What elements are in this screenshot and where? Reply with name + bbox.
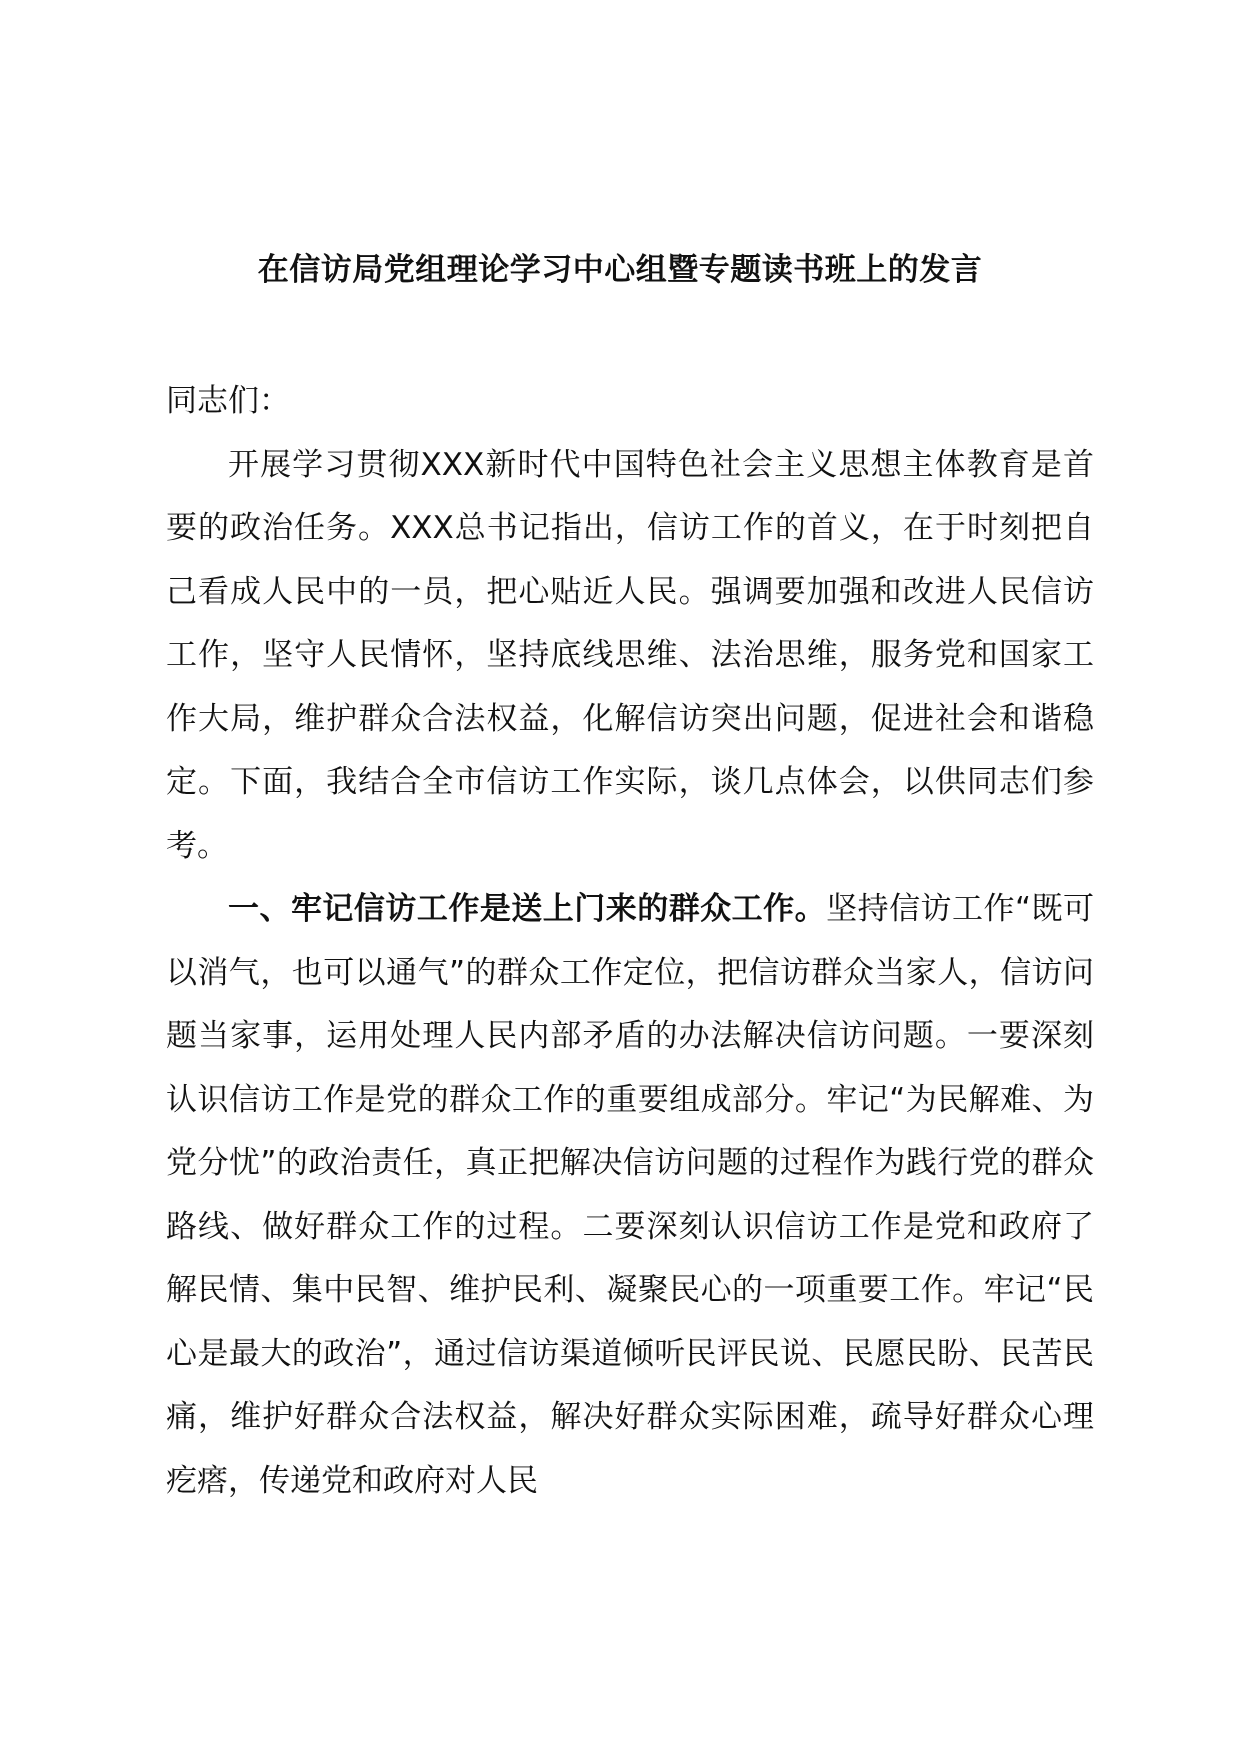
paragraph-section-one <box>166 878 1094 1513</box>
section-one-heading: 一、牢记信访工作是送上门来的群众工作。 <box>228 891 827 927</box>
document-body <box>166 370 1094 1513</box>
paragraph-intro <box>166 434 1094 879</box>
paragraph-intro-text: 开展学习贯彻XXX新时代中国特色社会主义思想主体教育是首要的政治任务。XXX总书记指出，信访工作的首义，在于时刻把自己看成人民中的一员，把心贴近人民。强调要加强和改进人民信访工作，坚守人民情怀，坚持底线思维、法治思维，服务党和国家工作大局，维护群众合法权益，化解信访突出问题，促进社会和谐稳定。下面，我结合全市信访工作实际，谈几点体会，以供同志们参考。 <box>166 446 1094 864</box>
document-title: 在信访局党组理论学习中心组暨专题读书班上的发言 <box>257 252 983 288</box>
section-one-text: 坚持信访工作“既可以消气，也可以通气”的群众工作定位，把信访群众当家人，信访问题当家事，运用处理人民内部矛盾的办法解决信访问题。一要深刻认识信访工作是党的群众工作的重要组成部分。牢记“为民解难、为党分忧”的政治责任，真正把解决信访问题的过程作为践行党的群众路线、做好群众工作的过程。二要深刻认识信访工作是党和政府了解民情、集中民智、维护民利、凝聚民心的一项重要工作。牢记“民心是最大的政治”，通过信访渠道倾听民评民说、民愿民盼、民苦民痛，维护好群众合法权益，解决好群众实际困难，疏导好群众心理疙瘩，传递党和政府对人民 <box>166 891 1095 1499</box>
salutation: 同志们： <box>166 383 290 419</box>
